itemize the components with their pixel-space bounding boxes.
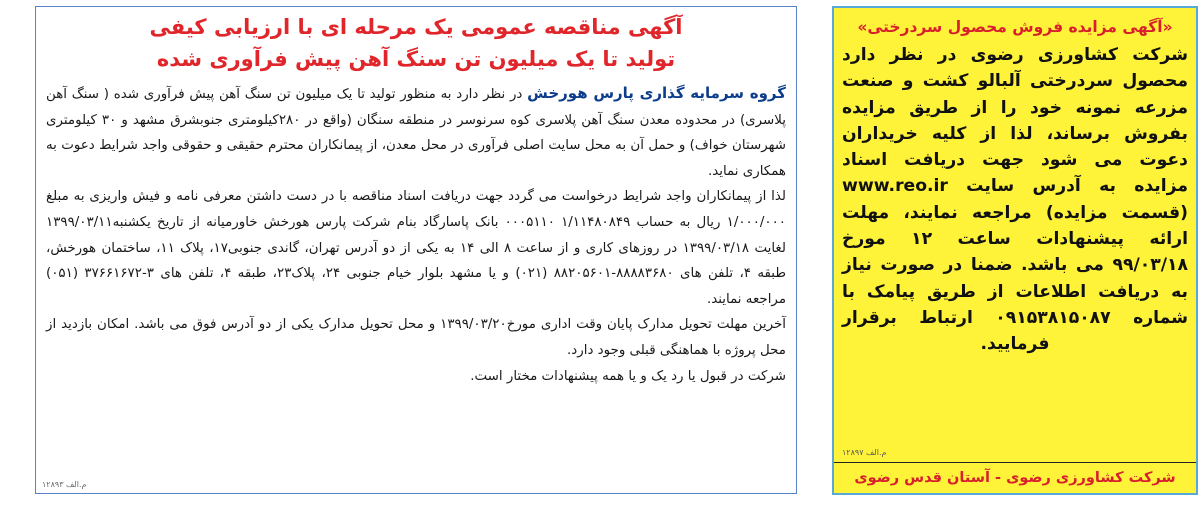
auction-footer: شرکت کشاورزی رضوی - آستان قدس رضوی <box>834 462 1196 493</box>
tender-ad <box>35 6 797 494</box>
tender-paragraph-1 <box>46 81 786 184</box>
tender-body <box>46 81 786 389</box>
tender-title-line1: آگهی مناقصه عمومی یک مرحله ای با ارزیابی کیفی <box>149 15 683 39</box>
tender-paragraph-3: آخرین مهلت تحویل مدارک پایان وقت اداری مورخ۱۳۹۹/۰۳/۲۰ و محل تحویل مدارک یکی از دو آدرس فوق می باشد. امکان بازدید از محل پروژه با هماهنگی قبلی وجود دارد. <box>46 317 786 358</box>
auction-title: «آگهی مزایده فروش محصول سردرختی» <box>857 18 1173 36</box>
auction-body-text-1: شرکت کشاورزی رضوی در نظر دارد محصول سردرختی آلبالو کشت و صنعت مزرعه نمونه خود را از طریق مزایده بفروش برساند، لذا از کلیه خریداران دعوت می شود جهت دریافت اسناد مزایده به آدرس سایت <box>842 45 1188 197</box>
auction-body-text-2: (قسمت مزایده) مراجعه نمایند، مهلت ارائه پیشنهادات ساعت ۱۲ مورخ ۹۹/۰۳/۱۸ می باشد. ضمنا در صورت نیاز به دریافت اطلاعات از طریق پیامک با شماره ۰۹۱۵۳۸۱۵۰۸۷ ارتباط برقرار فرمایید. <box>842 202 1189 355</box>
auction-ad-code: م.الف ۱۲۸۹۷ <box>842 448 887 457</box>
tender-ad-code: م.الف ۱۲۸۹۳ <box>42 480 87 489</box>
tender-paragraph-2: لذا از پیمانکاران واجد شرایط درخواست می گردد جهت دریافت اسناد مناقصه با در دست داشتن معرفی نامه و فیش واریزی به مبلغ ۱/۰۰۰/۰۰۰ ریال به حساب ۱/۱۱۴۸۰۸۴۹ ۰۰۰۵۱۱۰ بانک پاسارگاد بنام شرکت پارس هورخش خاورمیانه از تاریخ یکشنبه۱۳۹۹/۰۳/۱۱ لغایت ۱۳۹۹/۰۳/۱۸ در روزهای کاری و از ساعت ۸ الی ۱۴ به یکی از دو آدرس تهران، گاندی جنوبی۱۷، پلاک ۱۱، ساختمان هورخش، طبقه ۴، تلفن های ۸۸۸۸۳۶۸۰-۸۸۲۰۵۶۰۱ (۰۲۱) و یا مشهد بلوار خیام جنوبی ۲۴، پلاک۲۳، طبقه ۴، تلفن های ۳-۳۷۶۶۱۶۷۲ (۰۵۱) مراجعه نمایند. <box>46 189 787 307</box>
auction-ad <box>832 6 1198 495</box>
tender-company-name: گروه سرمایه گذاری پارس هورخش <box>527 84 786 102</box>
tender-paragraph-4: شرکت در قبول یا رد یک و یا همه پیشنهادات مختار است. <box>470 368 786 384</box>
tender-title-line2: تولید تا یک میلیون تن سنگ آهن پیش فرآوری شده <box>156 47 676 71</box>
tender-paragraph-1-text: در نظر دارد به منظور تولید تا یک میلیون تن سنگ آهن پیش فرآوری شده ( سنگ آهن پلاسری) در محدوده معدن سنگ آهن پلاسری کوه سرنوسر در منطقه سنگان (واقع در ۲۸۰کیلومتری جنوبشرق مشهد و ۳۰ کیلومتری شهرستان خواف) و حمل آن به محل سایت اصلی فرآوری در محل معدن، از پیمانکاران محترم حقیقی و حقوقی واجد شرایط دعوت به همکاری نماید. <box>46 87 786 179</box>
auction-body <box>842 42 1188 358</box>
auction-website: www.reo.ir <box>842 176 948 197</box>
